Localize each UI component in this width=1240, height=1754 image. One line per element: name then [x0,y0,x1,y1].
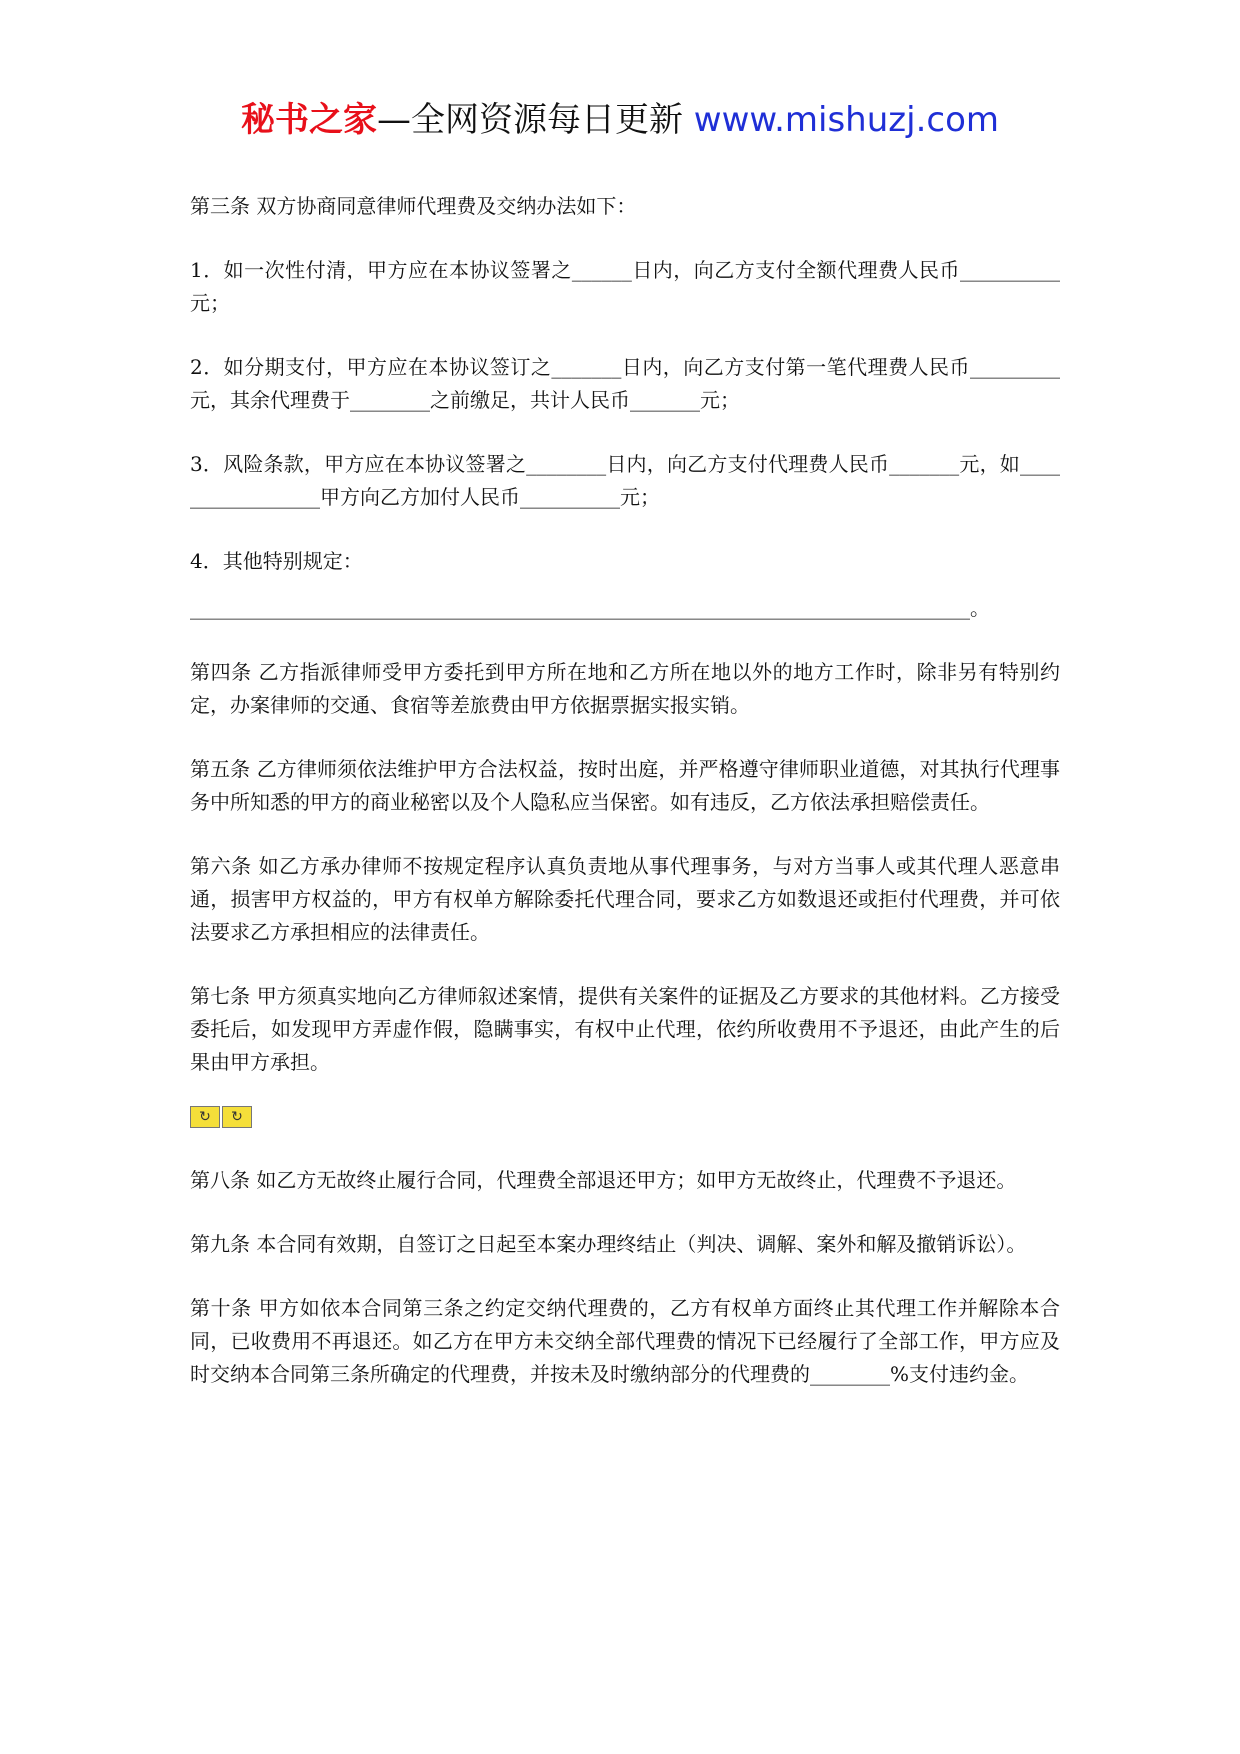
article-3-title: 第三条 双方协商同意律师代理费及交纳办法如下： [190,194,637,218]
contract-body [190,190,1060,1391]
article-10: 第十条 甲方如依本合同第三条之约定交纳代理费的，乙方有权单方面终止其代理工作并解除本合同，已收费用不再退还。如乙方在甲方未交纳全部代理费的情况下已经履行了全部工作，甲方应及时交纳本合同第三条所确定的代理费，并按未及时缴纳部分的代理费的________%支付违约金。 [190,1296,1060,1386]
inline-icons [190,1106,1060,1128]
article-8: 第八条 如乙方无故终止履行合同，代理费全部退还甲方；如甲方无故终止，代理费不予退还。 [190,1168,1017,1192]
link-icon[interactable]: ↻ [222,1106,252,1128]
header-url[interactable]: www.mishuzj.com [693,100,999,140]
brand-name: 秘书之家 [240,100,377,140]
article-3-item-2: 2．如分期支付，甲方应在本协议签订之_______日内，向乙方支付第一笔代理费人民币_________元，其余代理费于________之前缴足，共计人民币_______元； [190,355,1060,412]
article-7: 第七条 甲方须真实地向乙方律师叙述案情，提供有关案件的证据及乙方要求的其他材料。乙方接受委托后，如发现甲方弄虚作假，隐瞒事实，有权中止代理，依约所收费用不予退还，由此产生的后果由甲方承担。 [190,984,1060,1074]
article-4: 第四条 乙方指派律师受甲方委托到甲方所在地和乙方所在地以外的地方工作时，除非另有特别约定，办案律师的交通、食宿等差旅费由甲方依据票据实报实销。 [190,660,1060,717]
page-header [0,96,1240,144]
header-slogan: —全网资源每日更新 [376,100,694,140]
article-3-item-3: 3．风险条款，甲方应在本协议签署之________日内，向乙方支付代理费人民币_______元，如_________________甲方向乙方加付人民币__________元； [190,452,1060,509]
article-5: 第五条 乙方律师须依法维护甲方合法权益，按时出庭，并严格遵守律师职业道德，对其执行代理事务中所知悉的甲方的商业秘密以及个人隐私应当保密。如有违反，乙方依法承担赔偿责任。 [190,757,1060,814]
article-9: 第九条 本合同有效期，自签订之日起至本案办理终结止（判决、调解、案外和解及撤销诉讼）。 [190,1232,1027,1256]
article-3-item-4: 4．其他特别规定： [190,549,363,573]
article-6: 第六条 如乙方承办律师不按规定程序认真负责地从事代理事务，与对方当事人或其代理人恶意串通，损害甲方权益的，甲方有权单方解除委托代理合同，要求乙方如数退还或拒付代理费，并可依法要求乙方承担相应的法律责任。 [190,854,1060,944]
link-icon[interactable]: ↻ [190,1106,220,1128]
article-3-item-1: 1．如一次性付清，甲方应在本协议签署之______日内，向乙方支付全额代理费人民币__________元； [190,258,1060,315]
article-3-item-4-blank-line: ______________________________________________________________________________。 [190,596,990,620]
